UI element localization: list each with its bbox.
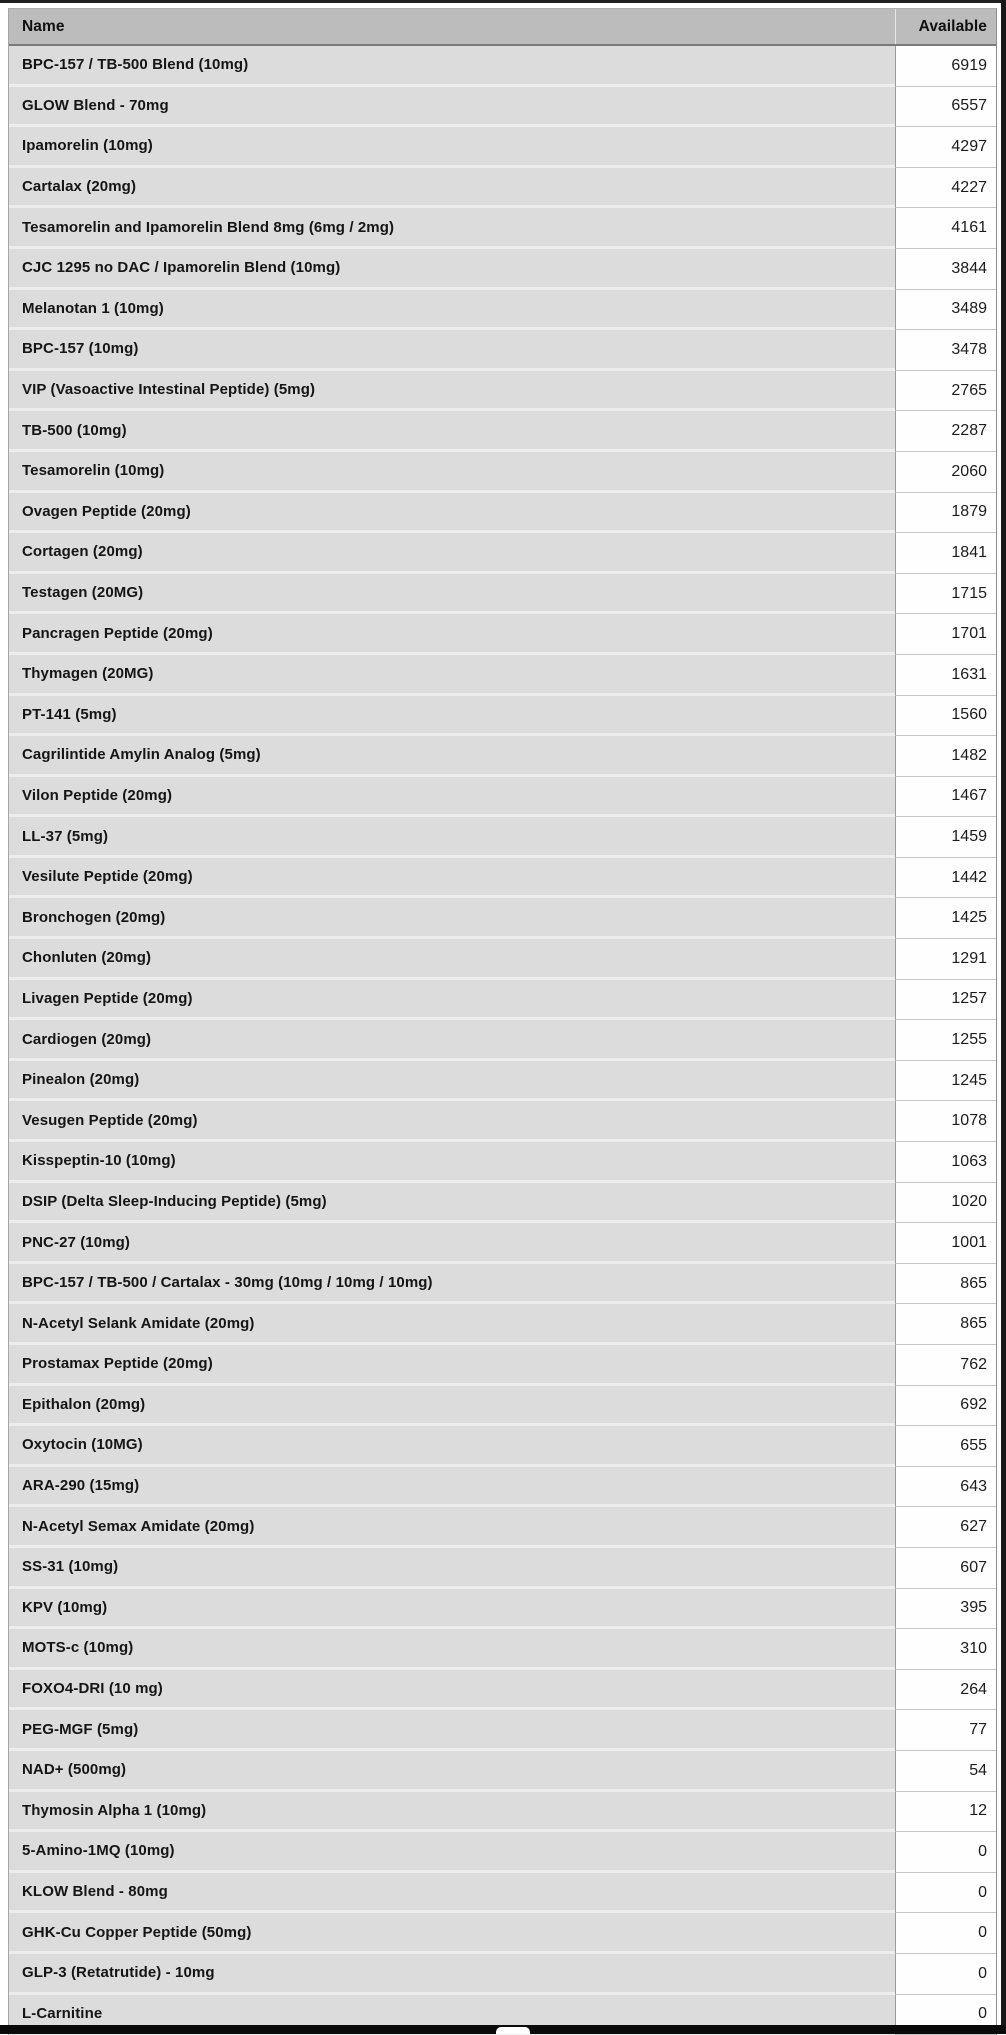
available-count-cell: 1257 [895,980,996,1021]
product-name-cell: Pancragen Peptide (20mg) [9,614,895,655]
product-name-cell: FOXO4-DRI (10 mg) [9,1670,895,1711]
available-count-cell: 1715 [895,574,996,615]
table-row [9,1386,996,1427]
product-name-cell: Cortagen (20mg) [9,533,895,574]
table-row [9,127,996,168]
product-name-cell: Chonluten (20mg) [9,939,895,980]
product-name-cell: Vilon Peptide (20mg) [9,777,895,818]
table-row [9,1426,996,1467]
table-row [9,1710,996,1751]
product-name-cell: Thymagen (20MG) [9,655,895,696]
product-name-cell: Melanotan 1 (10mg) [9,290,895,331]
table-row [9,330,996,371]
table-row [9,817,996,858]
table-row [9,777,996,818]
table-row [9,290,996,331]
available-count-cell: 1063 [895,1142,996,1183]
available-count-cell: 77 [895,1710,996,1751]
bottom-notch [496,2027,530,2034]
table-body [9,46,996,2035]
product-name-cell: Vesugen Peptide (20mg) [9,1101,895,1142]
product-name-cell: PEG-MGF (5mg) [9,1710,895,1751]
table-row [9,1304,996,1345]
product-name-cell: Cardiogen (20mg) [9,1020,895,1061]
product-name-cell: N-Acetyl Selank Amidate (20mg) [9,1304,895,1345]
product-name-cell: VIP (Vasoactive Intestinal Peptide) (5mg) [9,371,895,412]
available-count-cell: 0 [895,1995,996,2035]
table-row [9,1345,996,1386]
table-row [9,736,996,777]
table-row [9,1183,996,1224]
product-name-cell: DSIP (Delta Sleep-Inducing Peptide) (5mg) [9,1183,895,1224]
table-header-row [9,9,996,46]
table-row [9,1670,996,1711]
available-count-cell: 4297 [895,127,996,168]
product-name-cell: Tesamorelin (10mg) [9,452,895,493]
available-count-cell: 865 [895,1304,996,1345]
available-count-cell: 643 [895,1467,996,1508]
product-name-cell: Cartalax (20mg) [9,168,895,209]
available-count-cell: 395 [895,1589,996,1630]
product-name-cell: NAD+ (500mg) [9,1751,895,1792]
table-row [9,980,996,1021]
product-name-cell: Bronchogen (20mg) [9,898,895,939]
table-row [9,1548,996,1589]
available-count-cell: 627 [895,1507,996,1548]
available-count-cell: 1701 [895,614,996,655]
available-count-cell: 1291 [895,939,996,980]
table-row [9,655,996,696]
available-count-cell: 2765 [895,371,996,412]
available-count-cell: 762 [895,1345,996,1386]
available-count-cell: 4227 [895,168,996,209]
available-count-cell: 3478 [895,330,996,371]
table-row [9,87,996,128]
table-row [9,371,996,412]
table-row [9,1223,996,1264]
table-row [9,208,996,249]
available-count-cell: 2060 [895,452,996,493]
table-row [9,533,996,574]
available-count-cell: 1425 [895,898,996,939]
table-row [9,1873,996,1914]
available-count-cell: 0 [895,1832,996,1873]
table-row [9,1751,996,1792]
available-count-cell: 692 [895,1386,996,1427]
available-count-cell: 4161 [895,208,996,249]
available-count-cell: 0 [895,1913,996,1954]
available-count-cell: 2287 [895,411,996,452]
table-row [9,249,996,290]
product-name-cell: Cagrilintide Amylin Analog (5mg) [9,736,895,777]
product-name-cell: TB-500 (10mg) [9,411,895,452]
product-name-cell: BPC-157 (10mg) [9,330,895,371]
table-row [9,1507,996,1548]
available-count-cell: 1245 [895,1061,996,1102]
table-row [9,1954,996,1995]
table-row [9,411,996,452]
available-count-cell: 1442 [895,858,996,899]
table-row [9,1589,996,1630]
table-row [9,46,996,87]
product-name-cell: GLP-3 (Retatrutide) - 10mg [9,1954,895,1995]
available-count-cell: 0 [895,1873,996,1914]
inventory-table [8,8,997,2035]
table-row [9,1061,996,1102]
available-count-cell: 1459 [895,817,996,858]
product-name-cell: Kisspeptin-10 (10mg) [9,1142,895,1183]
table-row [9,614,996,655]
available-count-cell: 3489 [895,290,996,331]
available-count-cell: 1631 [895,655,996,696]
available-count-cell: 1001 [895,1223,996,1264]
product-name-cell: SS-31 (10mg) [9,1548,895,1589]
product-name-cell: BPC-157 / TB-500 Blend (10mg) [9,46,895,87]
product-name-cell: KPV (10mg) [9,1589,895,1630]
table-row [9,168,996,209]
product-name-cell: Vesilute Peptide (20mg) [9,858,895,899]
product-name-cell: PT-141 (5mg) [9,696,895,737]
product-name-cell: Testagen (20MG) [9,574,895,615]
table-row [9,696,996,737]
screen-bottom-edge [0,2025,1006,2034]
available-count-cell: 1255 [895,1020,996,1061]
product-name-cell: ARA-290 (15mg) [9,1467,895,1508]
product-name-cell: N-Acetyl Semax Amidate (20mg) [9,1507,895,1548]
table-row [9,898,996,939]
product-name-cell: BPC-157 / TB-500 / Cartalax - 30mg (10mg / 10mg / 10mg) [9,1264,895,1305]
product-name-cell: PNC-27 (10mg) [9,1223,895,1264]
available-count-cell: 865 [895,1264,996,1305]
table-row [9,858,996,899]
product-name-cell: Tesamorelin and Ipamorelin Blend 8mg (6mg / 2mg) [9,208,895,249]
product-name-cell: Pinealon (20mg) [9,1061,895,1102]
available-count-cell: 6919 [895,46,996,87]
table-row [9,1264,996,1305]
product-name-cell: L-Carnitine [9,1995,895,2035]
available-count-cell: 6557 [895,87,996,128]
product-name-cell: 5-Amino-1MQ (10mg) [9,1832,895,1873]
available-count-cell: 1879 [895,493,996,534]
available-count-cell: 3844 [895,249,996,290]
available-count-cell: 1841 [895,533,996,574]
product-name-cell: Oxytocin (10MG) [9,1426,895,1467]
table-row [9,493,996,534]
product-name-cell: Epithalon (20mg) [9,1386,895,1427]
product-name-cell: GLOW Blend - 70mg [9,87,895,128]
column-header-name[interactable]: Name [9,9,895,44]
product-name-cell: CJC 1295 no DAC / Ipamorelin Blend (10mg) [9,249,895,290]
table-row [9,1142,996,1183]
screen-right-edge [1001,0,1006,2034]
available-count-cell: 1020 [895,1183,996,1224]
available-count-cell: 54 [895,1751,996,1792]
column-header-available[interactable]: Available [895,9,996,44]
table-row [9,1629,996,1670]
available-count-cell: 655 [895,1426,996,1467]
available-count-cell: 1078 [895,1101,996,1142]
table-row [9,1832,996,1873]
table-row [9,939,996,980]
table-row [9,452,996,493]
product-name-cell: Prostamax Peptide (20mg) [9,1345,895,1386]
product-name-cell: LL-37 (5mg) [9,817,895,858]
available-count-cell: 607 [895,1548,996,1589]
available-count-cell: 12 [895,1792,996,1833]
table-row [9,1792,996,1833]
product-name-cell: Ovagen Peptide (20mg) [9,493,895,534]
available-count-cell: 0 [895,1954,996,1995]
table-row [9,1913,996,1954]
table-row [9,574,996,615]
product-name-cell: GHK-Cu Copper Peptide (50mg) [9,1913,895,1954]
product-name-cell: Thymosin Alpha 1 (10mg) [9,1792,895,1833]
available-count-cell: 1467 [895,777,996,818]
table-row [9,1020,996,1061]
available-count-cell: 1482 [895,736,996,777]
table-row [9,1467,996,1508]
table-row [9,1101,996,1142]
product-name-cell: Ipamorelin (10mg) [9,127,895,168]
product-name-cell: KLOW Blend - 80mg [9,1873,895,1914]
screen-top-edge [0,0,1006,3]
available-count-cell: 264 [895,1670,996,1711]
available-count-cell: 1560 [895,696,996,737]
product-name-cell: MOTS-c (10mg) [9,1629,895,1670]
product-name-cell: Livagen Peptide (20mg) [9,980,895,1021]
available-count-cell: 310 [895,1629,996,1670]
